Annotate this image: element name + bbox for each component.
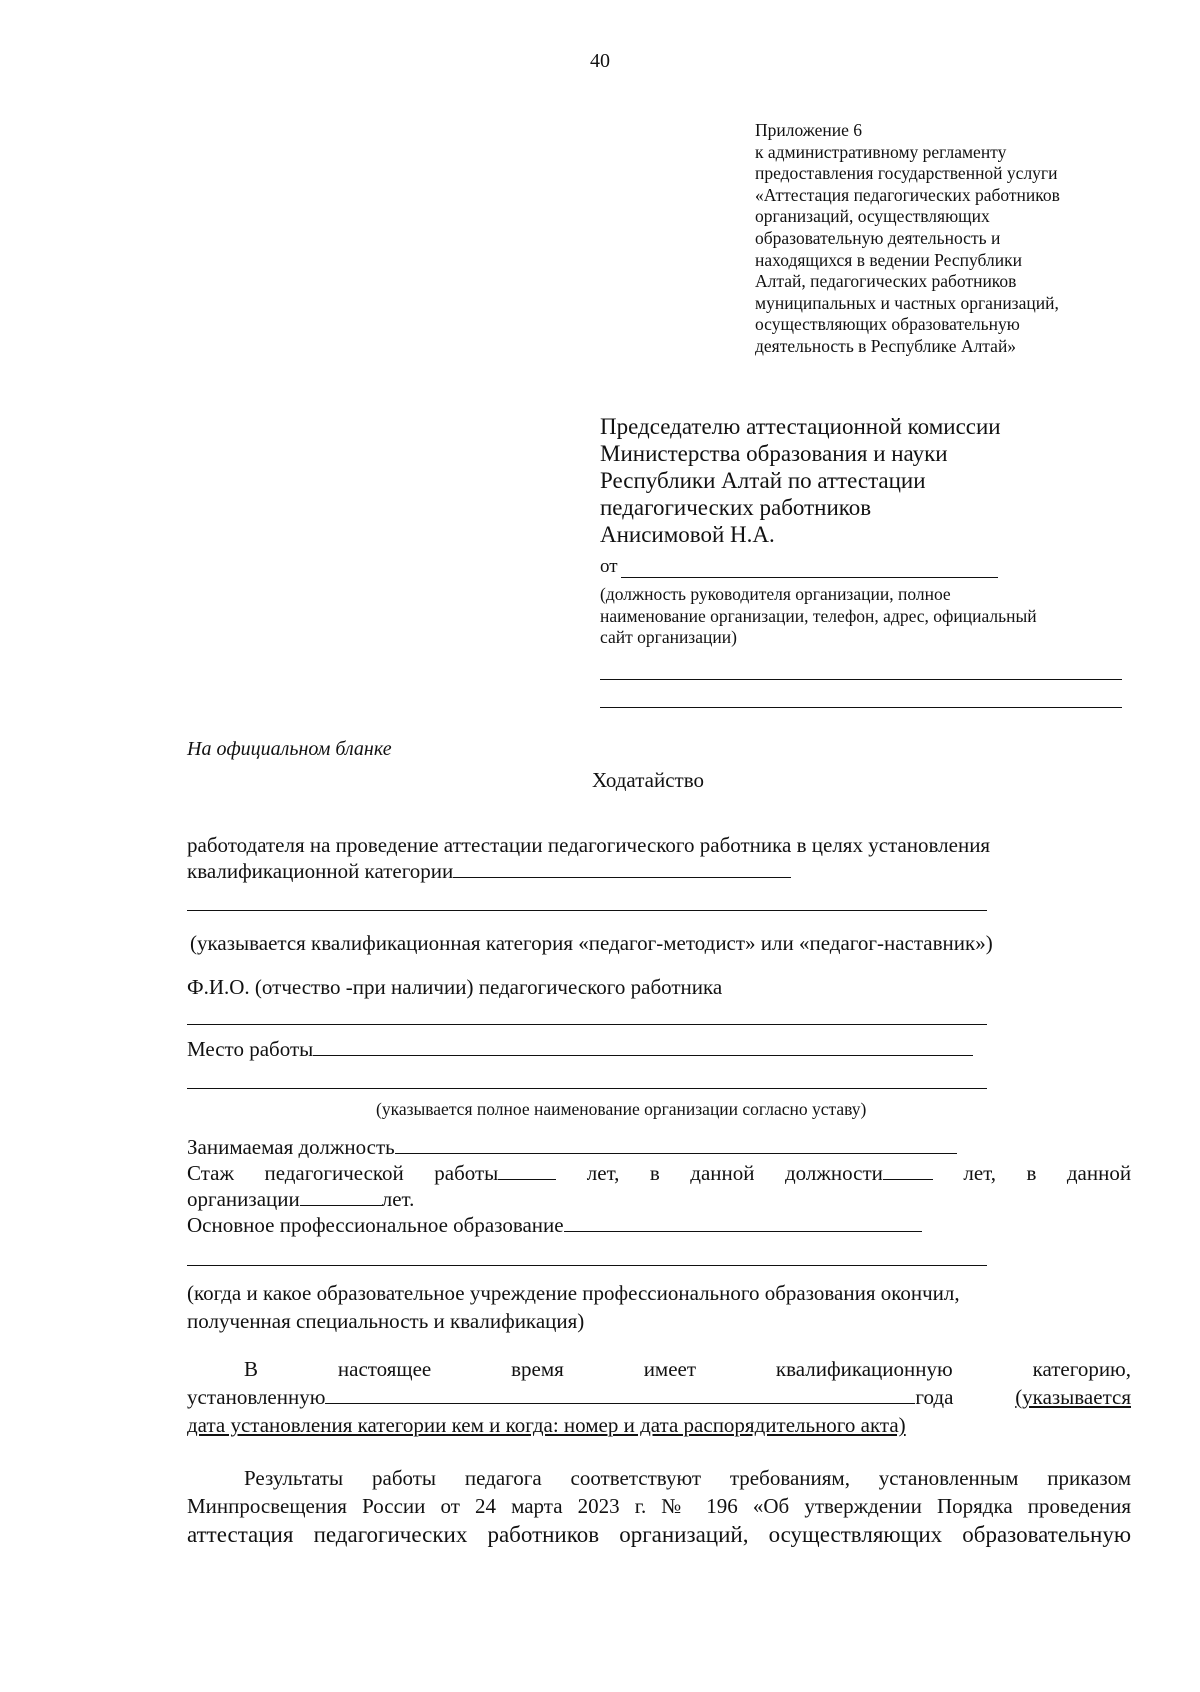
experience-word: данной xyxy=(1066,1161,1132,1185)
education-hint-line-2: полученная специальность и квалификация) xyxy=(187,1309,585,1333)
appendix-line: Приложение 6 xyxy=(755,120,863,140)
experience-word: в xyxy=(1026,1161,1037,1185)
appendix-line: организаций, осуществляющих xyxy=(755,206,990,227)
organization-label: организации xyxy=(187,1187,300,1211)
workplace-row xyxy=(187,1036,973,1062)
years-organization-fill[interactable] xyxy=(300,1187,382,1206)
category-word: настоящее xyxy=(337,1357,432,1381)
letterhead-note: На официальном бланке xyxy=(187,738,392,760)
established-fill-line[interactable] xyxy=(325,1385,915,1404)
from-hint-line: сайт организации) xyxy=(600,627,737,647)
experience-word: лет, xyxy=(963,1161,997,1185)
fio-fill-line[interactable] xyxy=(187,1024,987,1025)
experience-word: данной xyxy=(690,1161,755,1185)
established-label: установленную xyxy=(187,1385,326,1409)
document-title: Ходатайство xyxy=(592,768,704,792)
category-fill-line-2[interactable] xyxy=(187,910,987,911)
appendix-line: находящихся в ведении Республики xyxy=(755,249,1022,270)
from-row xyxy=(600,556,998,578)
intro-line-2 xyxy=(187,858,791,884)
position-experience-field xyxy=(785,1161,933,1185)
position-fill-line[interactable] xyxy=(395,1135,957,1154)
established-field xyxy=(187,1384,953,1410)
appendix-line: образовательную деятельность и xyxy=(755,227,1001,248)
sender-fill-line-1[interactable] xyxy=(600,679,1122,680)
experience-word: лет, xyxy=(586,1161,620,1185)
position-label: Занимаемая должность xyxy=(187,1135,395,1159)
category-word: время xyxy=(511,1357,564,1381)
addressee-line: Министерства образования и науки xyxy=(600,441,948,466)
from-hint xyxy=(600,584,1120,649)
intro-line-1: работодателя на проведение аттестации педагогического работника в целях установления xyxy=(187,833,991,857)
category-note-line: дата установления категории кем и когда: номер и дата распорядительного акта) xyxy=(187,1413,906,1437)
results-line-3: аттестация педагогических работников организаций, осуществляющих образовательную xyxy=(187,1522,1131,1547)
fio-label: Ф.И.О. (отчество -при наличии) педагогического работника xyxy=(187,975,723,999)
sender-fill-line-2[interactable] xyxy=(600,707,1122,708)
from-label: от xyxy=(600,556,618,577)
addressee-block xyxy=(600,413,1120,548)
results-line-2: Минпросвещения России от 24 марта 2023 г. № 196 «Об утверждении Порядка проведения xyxy=(187,1494,1131,1518)
education-row xyxy=(187,1212,922,1238)
workplace-fill-line-2[interactable] xyxy=(187,1088,987,1089)
experience-word: должности xyxy=(784,1161,883,1185)
results-line-1: Результаты работы педагога соответствуют требованиям, установленным приказом xyxy=(244,1466,1131,1490)
experience-word: в xyxy=(649,1161,660,1185)
years-position-fill[interactable] xyxy=(883,1161,933,1180)
category-word: квалификационную xyxy=(775,1357,953,1381)
experience-word: педагогической xyxy=(264,1161,404,1185)
experience-row xyxy=(187,1160,1131,1186)
appendix-line: к административному регламенту xyxy=(755,141,1007,162)
addressee-name: Анисимовой Н.А. xyxy=(600,522,775,547)
page-number: 40 xyxy=(590,50,610,72)
workplace-hint: (указывается полное наименование организации согласно уставу) xyxy=(376,1099,867,1119)
education-label: Основное профессиональное образование xyxy=(187,1213,564,1237)
addressee-line: Председателю аттестационной комиссии xyxy=(600,414,1001,439)
category-label: квалификационной категории xyxy=(187,859,454,883)
category-fill-line[interactable] xyxy=(453,859,791,878)
pedagogical-experience-field xyxy=(434,1161,556,1185)
current-category-row-2 xyxy=(187,1384,1131,1410)
addressee-line: Республики Алтай по аттестации xyxy=(600,468,926,493)
appendix-reference xyxy=(755,120,1115,358)
workplace-label: Место работы xyxy=(187,1037,314,1061)
category-hint: (указывается квалификационная категория «педагог-методист» или «педагог-наставник») xyxy=(190,931,993,955)
years-pedagogical-fill[interactable] xyxy=(498,1161,556,1180)
year-label: года xyxy=(915,1385,954,1409)
addressee-line: педагогических работников xyxy=(600,495,872,520)
experience-word: работы xyxy=(434,1161,499,1185)
appendix-line: «Аттестация педагогических работников xyxy=(755,184,1060,205)
experience-word: Стаж xyxy=(187,1161,234,1185)
position-row xyxy=(187,1134,957,1160)
appendix-line: предоставления государственной услуги xyxy=(755,163,1058,184)
education-hint-line-1: (когда и какое образовательное учреждение профессионального образования окончил, xyxy=(187,1281,960,1305)
category-word: имеет xyxy=(643,1357,697,1381)
appendix-line: муниципальных и частных организаций, xyxy=(755,292,1059,313)
years-label: лет. xyxy=(381,1187,415,1211)
education-fill-line[interactable] xyxy=(564,1213,922,1232)
category-word: категорию, xyxy=(1032,1357,1131,1381)
appendix-line: осуществляющих образовательную xyxy=(755,314,1020,335)
workplace-fill-line[interactable] xyxy=(313,1037,973,1056)
experience-row-2 xyxy=(187,1186,414,1212)
from-fill-line[interactable] xyxy=(621,559,998,578)
from-hint-line: наименование организации, телефон, адрес, официальный xyxy=(600,605,1037,626)
education-fill-line-2[interactable] xyxy=(187,1265,987,1266)
appendix-line: деятельность в Республике Алтай» xyxy=(755,335,1017,356)
current-category-row xyxy=(244,1356,1131,1382)
appendix-line: Алтай, педагогических работников xyxy=(755,271,1017,292)
category-word: В xyxy=(244,1357,259,1381)
from-hint-line: (должность руководителя организации, полное xyxy=(600,584,951,604)
category-note-start: (указывается xyxy=(1015,1385,1131,1409)
